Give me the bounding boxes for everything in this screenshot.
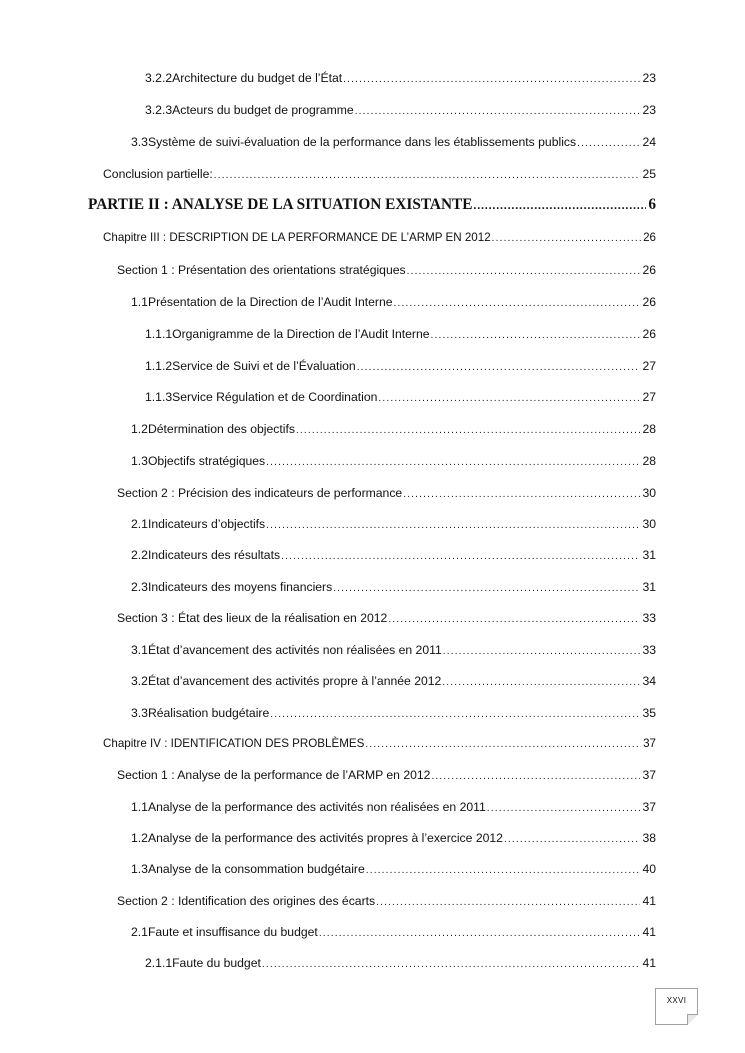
toc-entry-title: Chapitre IV : IDENTIFICATION DES PROBLÈMES [103,737,365,750]
toc-entry [131,799,656,817]
toc-entry-page: 23 [642,71,656,85]
dot-leader [365,737,641,753]
toc-entry-title: Indicateurs des moyens financiers [147,580,333,594]
toc-entry [145,389,656,407]
toc-entry-title: Objectifs stratégiques [147,454,266,468]
toc-entry-title: Section 2 : Précision des indicateurs de performance [117,486,403,500]
toc-entry [131,673,656,691]
toc-entry [145,102,656,120]
toc-entry-page: 26 [642,295,656,309]
dot-leader [343,72,640,88]
dot-leader [492,231,641,247]
dot-leader [577,136,640,152]
dot-leader [270,707,640,723]
toc-entry-number: 2.1 [131,925,148,939]
toc-entry-page: 34 [642,674,656,688]
toc-entry-page: 26 [642,327,656,341]
toc-entry-title: Section 1 : Présentation des orientations stratégiques [117,263,406,277]
dot-leader [376,895,640,911]
toc-entry-title: Détermination des objectifs [147,422,295,436]
dot-leader [296,423,640,439]
dot-leader [357,360,641,376]
toc-entry-title: Chapitre III : DESCRIPTION DE LA PERFORMANCE DE L’ARMP EN 2012 [103,231,491,244]
toc-entry [131,516,656,534]
toc-entry-title: Section 2 : Identification des origines des écarts [117,894,376,908]
dot-leader [281,549,640,565]
toc-entry-page: 41 [642,925,656,939]
toc-entry-page: 37 [643,737,656,750]
toc-section [117,262,656,280]
toc-entry-page: 41 [642,956,656,970]
toc-entry-title: Présentation de la Direction de l’Audit Interne [147,295,393,309]
toc-entry-page: 25 [642,167,656,181]
toc-entry [145,358,656,376]
toc-entry-number: 2.1 [131,517,148,531]
toc-entry [131,924,656,942]
toc-entry-number: 1.1.3 [145,390,173,404]
toc-entry-page: 27 [642,390,656,404]
dot-leader [214,168,641,184]
toc-entry-title: Acteurs du budget de programme [172,103,354,117]
toc-entry-number: 1.2 [131,422,148,436]
dot-leader [487,801,641,817]
toc-chapter [103,736,656,753]
toc-entry-number: 1.2 [131,831,148,845]
toc-entry-number: 3.3 [131,706,148,720]
toc-entry-title: Organigramme de la Direction de l’Audit Interne [172,327,430,341]
toc-entry-title: Service Régulation et de Coordination [172,390,378,404]
toc-entry [103,166,656,184]
toc-entry-page: 38 [642,831,656,845]
toc-section [117,767,656,785]
toc-entry-page: 24 [642,135,656,149]
toc-entry [145,955,656,973]
dot-leader [266,518,640,534]
toc-entry-page: 6 [648,196,656,213]
toc-entry-title: PARTIE II : ANALYSE DE LA SITUATION EXISTANTE [88,196,473,213]
toc-section [117,485,656,503]
toc-entry [131,134,656,152]
page-number-box [655,988,698,1025]
dot-leader [355,104,641,120]
toc-entry [131,830,656,848]
toc-entry-page: 41 [642,894,656,908]
toc-entry-page: 33 [642,611,656,625]
toc-entry-number: 1.1 [131,295,148,309]
toc-entry [131,421,656,439]
toc-entry-number: 1.3 [131,862,148,876]
toc-entry-title: Indicateurs des résultats [147,548,281,562]
toc-entry-number: 2.1.1 [145,956,173,970]
toc-entry-number: 1.1.2 [145,359,173,373]
toc-entry [131,547,656,565]
dot-leader [333,581,640,597]
toc-entry [131,453,656,471]
toc-entry [131,294,656,312]
toc-section [117,610,656,628]
toc-entry-title: Analyse de la consommation budgétaire [147,862,365,876]
toc-entry-page: 26 [643,231,656,244]
dot-leader [366,863,641,879]
toc-entry [145,70,656,88]
dot-leader [431,328,641,344]
toc-chapter [103,230,656,247]
toc-entry-page: 28 [642,454,656,468]
dot-leader [443,644,641,660]
page-curl-icon [687,1014,698,1025]
dot-leader [378,391,640,407]
toc-entry-number: 1.1.1 [145,327,173,341]
toc-entry-title: Analyse de la performance des activités non réalisées en 2011 [147,800,486,814]
dot-leader [407,264,641,280]
dot-leader [403,487,640,503]
toc-entry-number: 2.3 [131,580,148,594]
toc-entry-page: 27 [642,359,656,373]
toc-entry [131,642,656,660]
toc-entry-number: 1.3 [131,454,148,468]
toc-entry-page: 23 [642,103,656,117]
toc-entry-page: 30 [642,486,656,500]
dot-leader [388,612,640,628]
dot-leader [504,832,641,848]
toc-entry-page: 40 [642,862,656,876]
toc-entry-page: 33 [642,643,656,657]
toc-entry-page: 30 [642,517,656,531]
toc-entry-page: 35 [642,706,656,720]
toc-entry-title: Analyse de la performance des activités propres à l’exercice 2012 [147,831,503,845]
toc-entry-page: 37 [642,800,656,814]
toc-entry-page: 26 [642,263,656,277]
toc-entry-title: État d’avancement des activités propre à l’année 2012 [147,674,442,688]
toc-entry-title: Faute et insuffisance du budget [147,925,318,939]
dot-leader [266,455,640,471]
toc-entry-number: 3.3 [131,135,148,149]
toc-entry-number: 3.2.2 [145,71,173,85]
toc-entry [131,705,656,723]
toc-entry [131,579,656,597]
toc-entry-title: Service de Suivi et de l’Évaluation [172,359,356,373]
toc-part-heading [88,197,656,213]
dot-leader [431,769,640,785]
toc-entry-title: Conclusion partielle: [103,167,213,181]
dot-leader [473,197,646,213]
toc-entry-title: Faute du budget [172,956,261,970]
dot-leader [262,957,641,973]
toc-entry [131,861,656,879]
toc-section [117,893,656,911]
toc-entry-title: Architecture du budget de l’État [172,71,343,85]
toc-entry [145,326,656,344]
page-number: XXVI [666,996,687,1005]
toc-entry-title: Système de suivi-évaluation de la performance dans les établissements publics [147,135,577,149]
toc-entry-page: 31 [642,580,656,594]
dot-leader [319,926,641,942]
toc-entry-number: 2.2 [131,548,148,562]
toc-entry-number: 1.1 [131,800,148,814]
toc-entry-number: 3.2 [131,674,148,688]
toc-entry-title: Indicateurs d’objectifs [147,517,266,531]
toc-entry-title: État d’avancement des activités non réalisées en 2011 [147,643,442,657]
dot-leader [394,296,641,312]
toc-entry-title: Section 3 : État des lieux de la réalisation en 2012 [117,611,388,625]
toc-entry-number: 3.1 [131,643,148,657]
toc-entry-title: Réalisation budgétaire [147,706,270,720]
toc-entry-title: Section 1 : Analyse de la performance de l’ARMP en 2012 [117,768,431,782]
toc-entry-page: 31 [642,548,656,562]
toc-entry-page: 37 [642,768,656,782]
dot-leader [442,675,640,691]
toc-entry-page: 28 [642,422,656,436]
toc-entry-number: 3.2.3 [145,103,173,117]
